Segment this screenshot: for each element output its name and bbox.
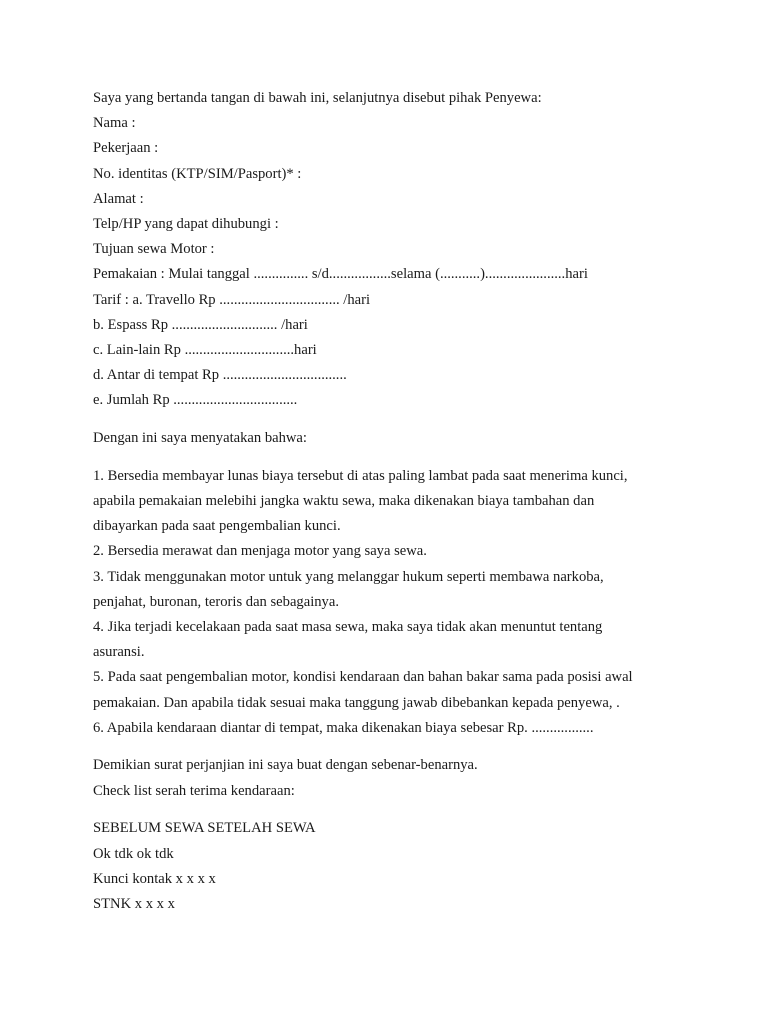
field-nama: Nama : <box>93 115 136 132</box>
statement-line: 6. Apabila kendaraan diantar di tempat, maka dikenakan biaya sebesar Rp. ................. <box>93 719 594 736</box>
statement-line: pemakaian. Dan apabila tidak sesuai maka tanggung jawab dibebankan kepada penyewa, . <box>93 694 620 711</box>
checklist <box>93 816 713 917</box>
checklist-row: STNK x x x x <box>93 896 175 912</box>
checklist-subheader: Ok tdk ok tdk <box>93 845 174 862</box>
field-pemakaian: Pemakaian : Mulai tanggal ............... s/d.................selama (...........)......................hari <box>93 266 588 283</box>
spacer <box>93 741 713 754</box>
checklist-header: SEBELUM SEWA SETELAH SEWA <box>93 820 316 837</box>
statement-heading: Dengan ini saya menyatakan bahwa: <box>93 430 307 447</box>
statement-line: 3. Tidak menggunakan motor untuk yang melanggar hukum seperti membawa narkoba, <box>93 568 604 585</box>
document-body <box>93 86 713 917</box>
statement-line: asuransi. <box>93 644 145 661</box>
field-tarif-lain-lain: c. Lain-lain Rp ..............................hari <box>93 341 317 358</box>
intro-text: Saya yang bertanda tangan di bawah ini, selanjutnya disebut pihak Penyewa: <box>93 90 542 106</box>
closing-statement: Demikian surat perjanjian ini saya buat dengan sebenar-benarnya. <box>93 757 478 774</box>
field-tarif-espass: b. Espass Rp ............................. /hari <box>93 316 308 333</box>
field-jumlah: e. Jumlah Rp .................................. <box>93 392 298 409</box>
statement-list <box>93 464 713 741</box>
field-tarif-travello: Tarif : a. Travello Rp ................................. /hari <box>93 291 371 308</box>
checklist-heading: Check list serah terima kendaraan: <box>93 782 295 799</box>
statement-line: penjahat, buronan, teroris dan sebagainya. <box>93 593 339 610</box>
field-alamat: Alamat : <box>93 190 144 207</box>
checklist-row: Kunci kontak x x x x <box>93 870 216 887</box>
statement-line: 4. Jika terjadi kecelakaan pada saat masa sewa, maka saya tidak akan menuntut tentang <box>93 618 603 635</box>
field-pekerjaan: Pekerjaan : <box>93 140 159 157</box>
spacer <box>93 804 713 817</box>
field-telp: Telp/HP yang dapat dihubungi : <box>93 215 279 232</box>
field-no-identitas: No. identitas (KTP/SIM/Pasport)* : <box>93 165 302 182</box>
statement-line: dibayarkan pada saat pengembalian kunci. <box>93 518 341 535</box>
spacer <box>93 413 713 426</box>
statement-line: 5. Pada saat pengembalian motor, kondisi kendaraan dan bahan bakar sama pada posisi awal <box>93 669 633 686</box>
field-antar-di-tempat: d. Antar di tempat Rp .................................. <box>93 367 347 384</box>
spacer <box>93 451 713 464</box>
statement-line: 1. Bersedia membayar lunas biaya tersebut di atas paling lambat pada saat menerima kunci, <box>93 467 628 484</box>
statement-line: 2. Bersedia merawat dan menjaga motor yang saya sewa. <box>93 543 427 560</box>
statement-line: apabila pemakaian melebihi jangka waktu sewa, maka dikenakan biaya tambahan dan <box>93 493 595 509</box>
rental-fields <box>93 111 713 413</box>
field-tujuan-sewa: Tujuan sewa Motor : <box>93 241 215 258</box>
